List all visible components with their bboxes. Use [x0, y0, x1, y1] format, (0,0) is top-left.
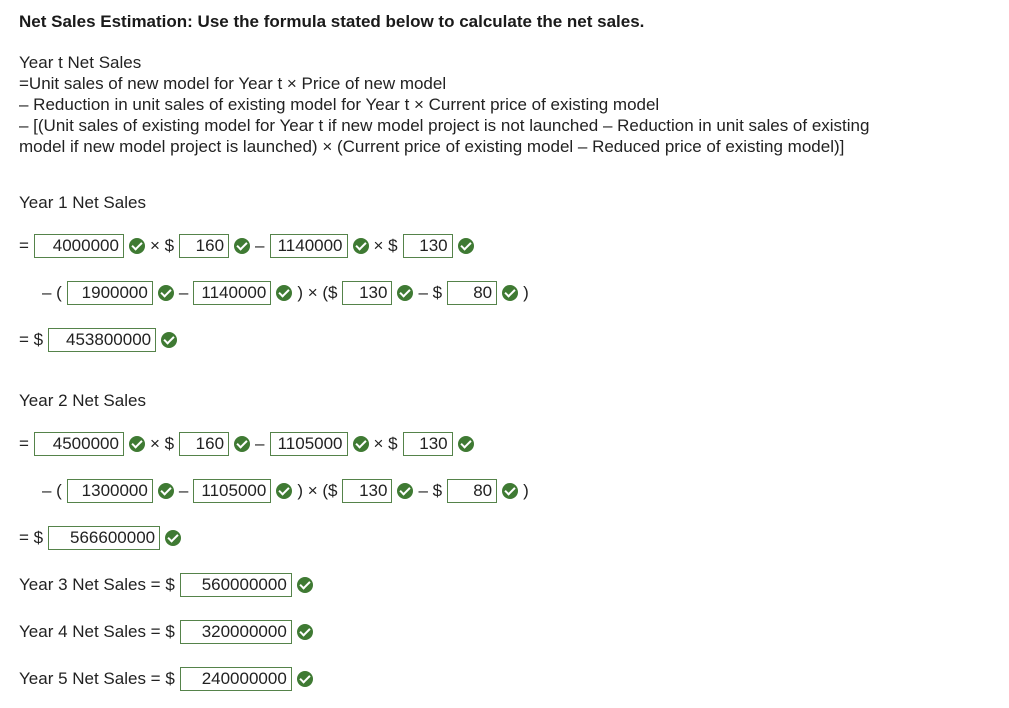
formula-block	[19, 52, 869, 157]
check-icon	[129, 436, 145, 452]
year2-reduction-input[interactable]: 1105000	[270, 432, 348, 456]
year4-row	[19, 620, 318, 644]
minus-paren-symbol: – (	[42, 481, 62, 500]
year5-result-input[interactable]: 240000000	[180, 667, 292, 691]
check-icon	[234, 436, 250, 452]
page-heading	[19, 12, 644, 32]
year1-price-existing2-input[interactable]: 130	[342, 281, 392, 305]
minus-dollar-symbol: – $	[418, 283, 443, 302]
year2-price-existing2-input[interactable]: 130	[342, 479, 392, 503]
check-icon	[165, 530, 181, 546]
close-paren-symbol: )	[523, 481, 529, 500]
year3-label: Year 3 Net Sales = $	[19, 575, 175, 594]
close-times-dollar-symbol: ) × ($	[297, 283, 338, 302]
year5-label: Year 5 Net Sales = $	[19, 669, 175, 688]
check-icon	[353, 238, 369, 254]
year1-result-input[interactable]: 453800000	[48, 328, 156, 352]
eq-dollar-symbol: = $	[19, 528, 44, 547]
minus-paren-symbol: – (	[42, 283, 62, 302]
check-icon	[458, 238, 474, 254]
minus-symbol: –	[178, 481, 189, 500]
formula-title: Year t Net Sales	[19, 53, 142, 72]
close-paren-symbol: )	[523, 283, 529, 302]
year3-row	[19, 573, 318, 597]
check-icon	[158, 285, 174, 301]
check-icon	[297, 577, 313, 593]
year2-result-input[interactable]: 566600000	[48, 526, 160, 550]
year3-result-input[interactable]: 560000000	[180, 573, 292, 597]
year1-reduced-price-input[interactable]: 80	[447, 281, 497, 305]
year4-result-input[interactable]: 320000000	[180, 620, 292, 644]
check-icon	[502, 285, 518, 301]
year2-reduced-price-input[interactable]: 80	[447, 479, 497, 503]
minus-symbol: –	[178, 283, 189, 302]
formula-line-1: =Unit sales of new model for Year t × Price of new model	[19, 74, 447, 93]
year2-row-1	[19, 432, 479, 456]
formula-line-4: model if new model project is launched) × (Current price of existing model – Reduced price of existing model)]	[19, 137, 845, 156]
formula-line-2: – Reduction in unit sales of existing model for Year t × Current price of existing model	[19, 95, 660, 114]
check-icon	[353, 436, 369, 452]
year5-row	[19, 667, 318, 691]
eq-symbol: =	[19, 236, 29, 255]
check-icon	[161, 332, 177, 348]
check-icon	[502, 483, 518, 499]
times-dollar-symbol: × $	[149, 434, 175, 453]
year2-reduction2-input[interactable]: 1105000	[193, 479, 271, 503]
year2-unit-sales-existing-input[interactable]: 1300000	[67, 479, 153, 503]
year2-price-existing-input[interactable]: 130	[403, 432, 453, 456]
formula-line-3: – [(Unit sales of existing model for Year t if new model project is not launched – Reduction in unit sales of existing	[19, 116, 870, 135]
check-icon	[129, 238, 145, 254]
year1-row-1	[19, 234, 479, 258]
eq-symbol: =	[19, 434, 29, 453]
year2-result-row	[19, 526, 186, 550]
heading-rest: : Use the formula stated below to calculate the net sales.	[187, 12, 645, 31]
check-icon	[276, 483, 292, 499]
year2-unit-sales-new-input[interactable]: 4500000	[34, 432, 124, 456]
check-icon	[458, 436, 474, 452]
minus-symbol: –	[255, 434, 265, 453]
minus-dollar-symbol: – $	[418, 481, 443, 500]
check-icon	[297, 671, 313, 687]
year4-label: Year 4 Net Sales = $	[19, 622, 175, 641]
eq-dollar-symbol: = $	[19, 330, 44, 349]
times-dollar-symbol: × $	[373, 236, 398, 255]
year1-reduction2-input[interactable]: 1140000	[193, 281, 271, 305]
heading-bold: Net Sales Estimation	[19, 12, 188, 31]
times-dollar-symbol: × $	[149, 236, 175, 255]
year1-label: Year 1 Net Sales	[19, 193, 146, 212]
close-times-dollar-symbol: ) × ($	[297, 481, 338, 500]
check-icon	[158, 483, 174, 499]
check-icon	[397, 285, 413, 301]
check-icon	[234, 238, 250, 254]
check-icon	[276, 285, 292, 301]
year1-reduction-input[interactable]: 1140000	[270, 234, 348, 258]
year1-price-existing-input[interactable]: 130	[403, 234, 453, 258]
minus-symbol: –	[255, 236, 265, 255]
year2-price-new-input[interactable]: 160	[179, 432, 229, 456]
year1-price-new-input[interactable]: 160	[179, 234, 229, 258]
year2-label: Year 2 Net Sales	[19, 391, 146, 410]
check-icon	[297, 624, 313, 640]
year1-row-2	[42, 281, 534, 305]
year1-unit-sales-existing-input[interactable]: 1900000	[67, 281, 153, 305]
year1-result-row	[19, 328, 182, 352]
year2-row-2	[42, 479, 534, 503]
times-dollar-symbol: × $	[373, 434, 398, 453]
check-icon	[397, 483, 413, 499]
year1-unit-sales-new-input[interactable]: 4000000	[34, 234, 124, 258]
